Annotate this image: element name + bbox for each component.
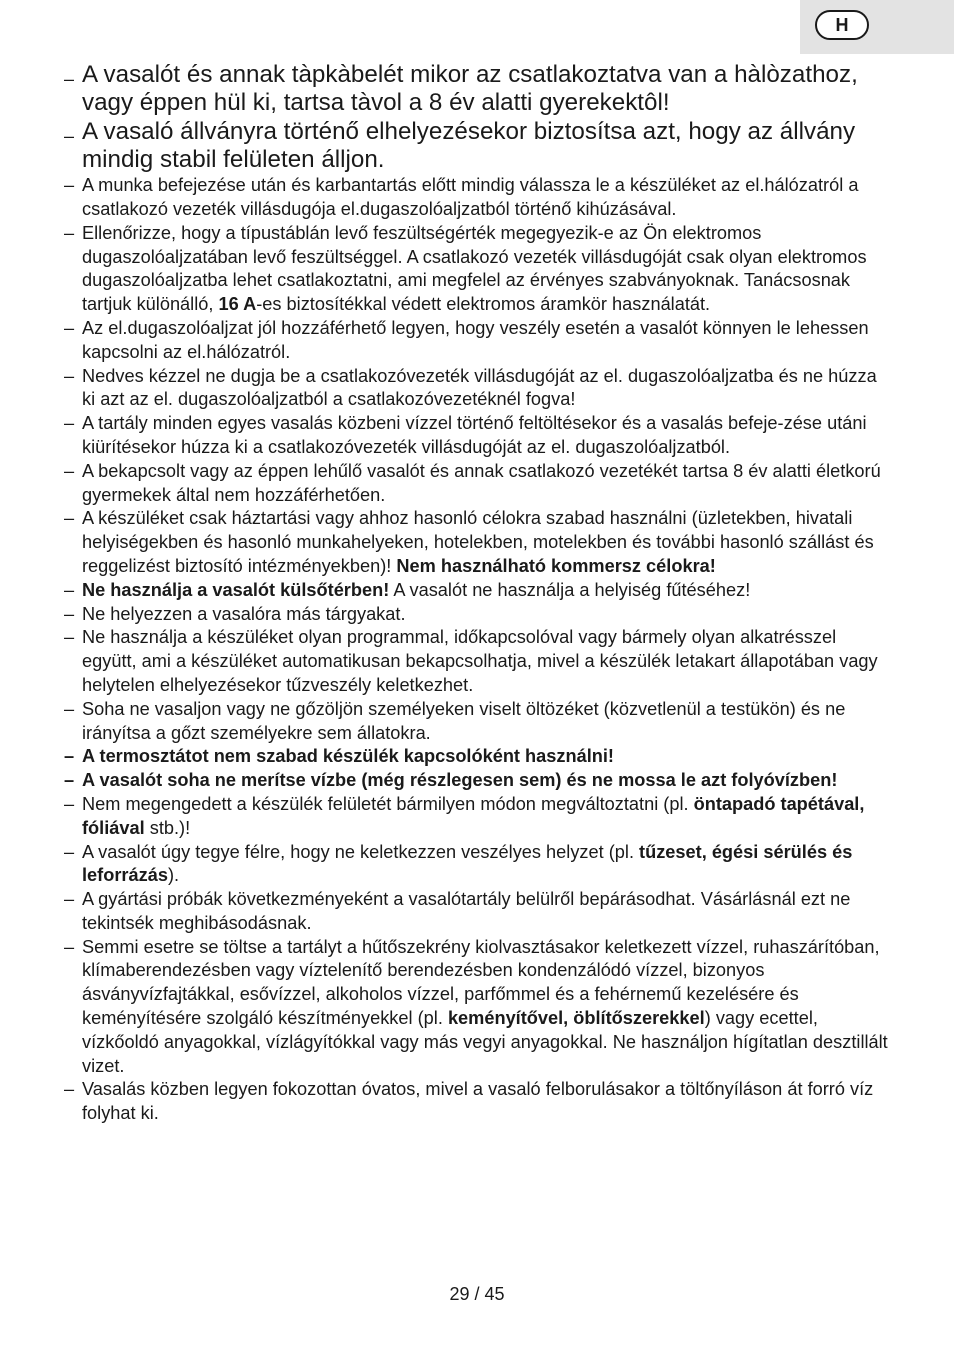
bullet-dash: – — [64, 508, 75, 529]
emphasis-text: Nem használható kommersz célokra! — [396, 555, 716, 576]
instruction-item — [64, 174, 892, 222]
bullet-dash: – — [64, 936, 75, 957]
bullet-dash: – — [64, 125, 75, 146]
instruction-item — [64, 603, 892, 627]
instruction-text: Nedves kézzel ne dugja be a csatlakozóvezeték villásdugóját az el. dugaszolóaljzatba és ne húzza ki azt az el. dugaszolóaljzatból a csatlakozóvezetéknél fogva! — [82, 365, 877, 410]
instruction-item — [64, 841, 892, 889]
instruction-text: A gyártási próbák következményeként a vasalótartály belülről bepárásodhat. Vásárlásnál ezt ne tekintsék meghibásodásnak. — [82, 889, 851, 933]
instruction-item — [64, 118, 892, 175]
instruction-text: ). — [167, 865, 180, 886]
instruction-item — [64, 626, 892, 697]
instruction-text: ) vagy ecettel, vízkőoldó anyagokkal, vízlágyítókkal vagy más vegyi anyagokkal. Ne használjon hígítatlan desztillált vizet. — [82, 1008, 888, 1076]
instruction-text: A tartály minden egyes vasalás közbeni vízzel történő feltöltésekor és a vasalás befeje-zése utáni kiürítésekor húzza ki a csatlakozóvezeték villásdugóját az el. dugaszolóaljzatból. — [82, 413, 867, 457]
bullet-dash: – — [64, 579, 75, 600]
bullet-dash: – — [64, 365, 75, 386]
instruction-text: A vasalót és annak tàpkàbelét mikor az csatlakoztatva van a hàlòzathoz, vagy éppen hül ki, tartsa tàvol a 8 év alatti gyerekektôl! — [82, 61, 858, 117]
emphasis-text: tűzeset, égési sérülés és leforrázás — [82, 841, 853, 886]
instruction-item — [64, 412, 892, 460]
instruction-item — [64, 365, 892, 413]
bullet-dash: – — [64, 460, 75, 481]
instruction-item — [64, 769, 892, 793]
bullet-dash: – — [64, 627, 75, 648]
instruction-text: stb.)! — [144, 817, 191, 838]
instruction-text: Ne helyezzen a vasalóra más tárgyakat. — [82, 603, 406, 624]
safety-instructions — [64, 61, 892, 1126]
bullet-dash: – — [64, 841, 75, 862]
bullet-dash: – — [64, 175, 75, 196]
instruction-text: Vasalás közben legyen fokozottan óvatos, mivel a vasaló felborulásakor a töltőnyíláson át forró víz folyhat ki. — [82, 1079, 874, 1124]
instruction-text: A vasalót soha ne merítse vízbe (még részlegesen sem) és ne mossa le azt folyóvízben! — [82, 770, 838, 791]
instruction-text: Ellenőrizze, hogy a típustáblán levő feszültségérték megegyezik-e az Ön elektromos dugaszolóaljzatában levő feszültséggel. A csatlakozó vezeték villásdugóját csak olyan elektromos dugaszolóaljzatba lehet csatlakoztatni, ami megfelel az érvényes szabványoknak. Tanácsosnak tartjuk különálló, — [82, 222, 867, 315]
language-tab — [800, 0, 954, 54]
bullet-dash: – — [64, 222, 75, 243]
instruction-item — [64, 507, 892, 578]
bullet-dash: – — [64, 889, 75, 910]
instruction-text: Semmi esetre se töltse a tartályt a hűtőszekrény kiolvasztásakor keletkezett vízzel, ruhaszárítóban, klímaberendezésben vagy víztelenítő berendezésben kondenzálódó vízzel, bizonyos ásványvízfajtákkal, esővízzel, alkoholos vízzel, parfőmmel és a fehérnemű kezelésére és keményítésére szolgáló készítményekkel (pl. — [82, 936, 880, 1029]
bullet-dash: – — [64, 793, 75, 814]
instruction-text: A bekapcsolt vagy az éppen lehűlő vasalót és annak csatlakozó vezetékét tartsa 8 év alatti életkorú gyermekek által nem hozzáférhetően. — [82, 460, 881, 505]
instruction-item — [64, 745, 892, 769]
instruction-item — [64, 61, 892, 118]
instruction-item — [64, 317, 892, 365]
emphasis-text: keményítővel, öblítőszerekkel — [447, 1008, 705, 1029]
instruction-item — [64, 888, 892, 936]
instruction-text: A termosztátot nem szabad készülék kapcsolóként használni! — [82, 746, 614, 767]
bullet-dash: – — [64, 317, 75, 338]
instruction-item — [64, 460, 892, 508]
instruction-text: Nem megengedett a készülék felületét bármilyen módon megváltoztatni (pl. — [82, 793, 694, 814]
instruction-item — [64, 222, 892, 317]
bullet-dash: – — [64, 413, 75, 434]
emphasis-text: öntapadó tapétával, fóliával — [82, 793, 865, 838]
emphasis-text: Ne használja a vasalót külsőtérben! — [82, 579, 390, 600]
bullet-dash: – — [64, 746, 75, 767]
instruction-item — [64, 793, 892, 841]
instruction-item — [64, 1078, 892, 1126]
instruction-item — [64, 698, 892, 746]
page-number: 29 / 45 — [449, 1284, 505, 1304]
instruction-text: A vasalót úgy tegye félre, hogy ne keletkezzen veszélyes helyzet (pl. — [82, 841, 640, 862]
instruction-text: A vasalót ne használja a helyiség fűtéséhez! — [389, 579, 751, 600]
instruction-text: Az el.dugaszolóaljzat jól hozzáférhető legyen, hogy veszély esetén a vasalót könnyen le lehessen kapcsolni az el.hálózatról. — [82, 317, 869, 362]
instruction-text: A munka befejezése után és karbantartás előtt mindig válassza le a készüléket az el.hálózatról a csatlakozó vezeték villásdugója el.dugaszolóaljzatból történő kihúzásával. — [82, 175, 859, 219]
language-badge: H — [815, 10, 869, 40]
bullet-dash: – — [64, 603, 75, 624]
instruction-text: Soha ne vasaljon vagy ne gőzöljön személyeken viselt öltözéket (közvetlenül a testükön) és ne irányítsa a gőzt személyekre sem állatokra. — [82, 698, 846, 743]
bullet-dash: – — [64, 770, 75, 791]
instruction-text: A készüléket csak háztartási vagy ahhoz hasonló célokra szabad használni (üzletekben, hivatali helyiségekben és hasonló munkahelyeken, hotelekben, motelekben és további hasonló szállást és reggelizést biztosító intézményekben)! — [82, 508, 874, 576]
bullet-dash: – — [64, 698, 75, 719]
emphasis-text: 16 A — [218, 294, 257, 315]
instruction-item — [64, 579, 892, 603]
instruction-text: A vasaló állványra történő elhelyezésekor biztosítsa azt, hogy az állvány mindig stabil felületen álljon. — [82, 117, 856, 173]
instruction-text: Ne használja a készüléket olyan programmal, időkapcsolóval vagy bármely olyan alkatrésszel együtt, ami a készüléket automatikusan bekapcsolhatja, mivel a készülék letakart állapotában vagy helytelen elhelyezésekor tűzveszély keletkezhet. — [82, 627, 878, 695]
bullet-dash: – — [64, 1079, 75, 1100]
bullet-dash: – — [64, 69, 75, 89]
instruction-item — [64, 936, 892, 1079]
instruction-text: -es biztosítékkal védett elektromos áramkör használatát. — [256, 294, 711, 315]
